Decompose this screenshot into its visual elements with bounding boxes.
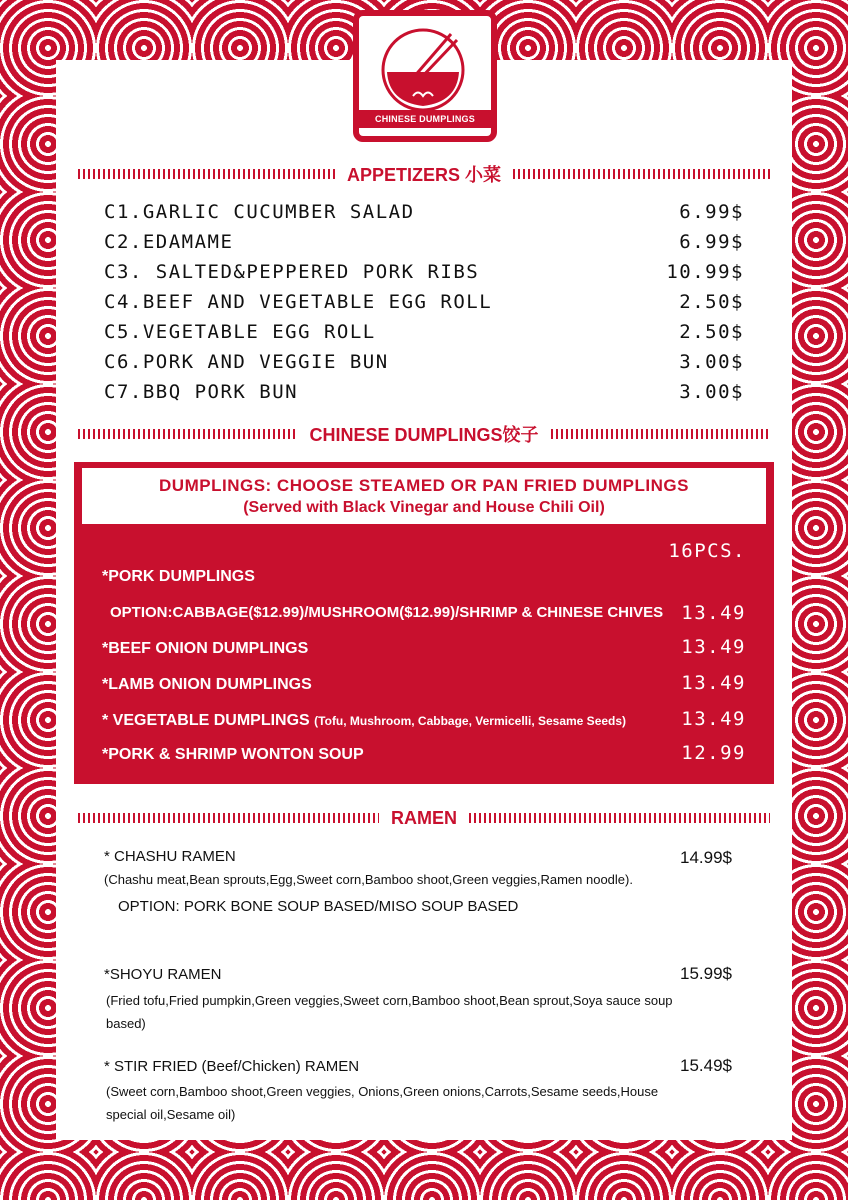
menu-item: [104, 228, 744, 256]
menu-item: [104, 318, 744, 346]
item-price: 3.00$: [679, 351, 744, 373]
item-name: C2.EDAMAME: [104, 231, 234, 253]
ramen-heading: [78, 804, 770, 832]
ramen-desc: (Chashu meat,Bean sprouts,Egg,Sweet corn,Bamboo shoot,Green veggies,Ramen noodle).: [104, 872, 633, 887]
menu-item: [104, 378, 744, 406]
ramen-item-name: * STIR FRIED (Beef/Chicken) RAMEN: [104, 1058, 360, 1075]
dumplings-header-line1: DUMPLINGS: CHOOSE STEAMED OR PAN FRIED DUMPLINGS: [159, 476, 689, 495]
dumpling-option: OPTION:CABBAGE($12.99)/MUSHROOM($12.99)/SHRIMP & CHINESE CHIVES: [110, 604, 664, 621]
divider: [513, 169, 770, 179]
divider: [551, 429, 770, 439]
dumpling-item-name: *PORK DUMPLINGS: [102, 568, 255, 585]
ramen-desc: (Fried tofu,Fried pumpkin,Green veggies,Sweet corn,Bamboo shoot,Bean sprout,Soya sauce soup based): [106, 993, 673, 1031]
menu-item: [104, 348, 744, 376]
dumpling-item-name: *PORK & SHRIMP WONTON SOUP: [102, 746, 364, 763]
dumpling-item-name: *LAMB ONION DUMPLINGS: [102, 676, 312, 693]
ramen-item-name: * CHASHU RAMEN: [104, 848, 236, 865]
dumplings-heading: [78, 420, 770, 448]
divider: [78, 429, 297, 439]
bowl-chopsticks-icon: [373, 24, 477, 112]
appetizers-title: APPETIZERS 小菜: [346, 165, 502, 185]
item-name: C4.BEEF AND VEGETABLE EGG ROLL: [104, 291, 493, 313]
item-price: 2.50$: [679, 291, 744, 313]
ramen-price: 15.49$: [680, 1056, 732, 1075]
item-name: C6.PORK AND VEGGIE BUN: [104, 351, 389, 373]
item-price: 10.99$: [666, 261, 744, 283]
dumplings-box: [74, 462, 774, 784]
logo: [353, 10, 497, 142]
ramen-desc: (Sweet corn,Bamboo shoot,Green veggies, Onions,Green onions,Carrots,Sesame seeds,House special oil,Sesame oil): [106, 1084, 659, 1122]
item-name: C7.BBQ PORK BUN: [104, 381, 299, 403]
dumpling-item: [102, 712, 626, 730]
item-name: C5.VEGETABLE EGG ROLL: [104, 321, 376, 343]
dumpling-price: 13.49: [681, 636, 746, 658]
menu-item: [104, 198, 744, 226]
menu-item: [104, 258, 744, 286]
item-price: 6.99$: [679, 231, 744, 253]
dumpling-price: 12.99: [681, 742, 746, 764]
item-price: 3.00$: [679, 381, 744, 403]
item-name: C1.GARLIC CUCUMBER SALAD: [104, 201, 415, 223]
item-price: 2.50$: [679, 321, 744, 343]
appetizers-heading: [78, 160, 770, 188]
item-name: C3. SALTED&PEPPERED PORK RIBS: [104, 261, 480, 283]
dumplings-header-line2: (Served with Black Vinegar and House Chili Oil): [243, 499, 605, 516]
dumplings-header: [82, 468, 766, 524]
ramen-price: 14.99$: [680, 848, 732, 867]
ramen-title: RAMEN: [391, 807, 457, 828]
menu-item: [104, 288, 744, 316]
dumplings-title: CHINESE DUMPLINGS饺子: [309, 425, 539, 445]
divider: [78, 813, 379, 823]
dumpling-price: 13.49: [681, 672, 746, 694]
dumpling-price: 13.49: [681, 708, 746, 730]
dumpling-price: 13.49: [681, 602, 746, 624]
ramen-item-name: *SHOYU RAMEN: [104, 966, 222, 983]
dumpling-item-name: * VEGETABLE DUMPLINGS: [102, 712, 310, 729]
ramen-option: OPTION: PORK BONE SOUP BASED/MISO SOUP BASED: [118, 898, 519, 915]
dumpling-item-name: *BEEF ONION DUMPLINGS: [102, 640, 309, 657]
ramen-price: 15.99$: [680, 964, 732, 983]
divider: [469, 813, 770, 823]
divider: [78, 169, 335, 179]
dumpling-note: (Tofu, Mushroom, Cabbage, Vermicelli, Sesame Seeds): [314, 714, 627, 728]
item-price: 6.99$: [679, 201, 744, 223]
count-label: 16PCS.: [668, 540, 746, 562]
logo-text: CHINESE DUMPLINGS: [359, 110, 491, 128]
